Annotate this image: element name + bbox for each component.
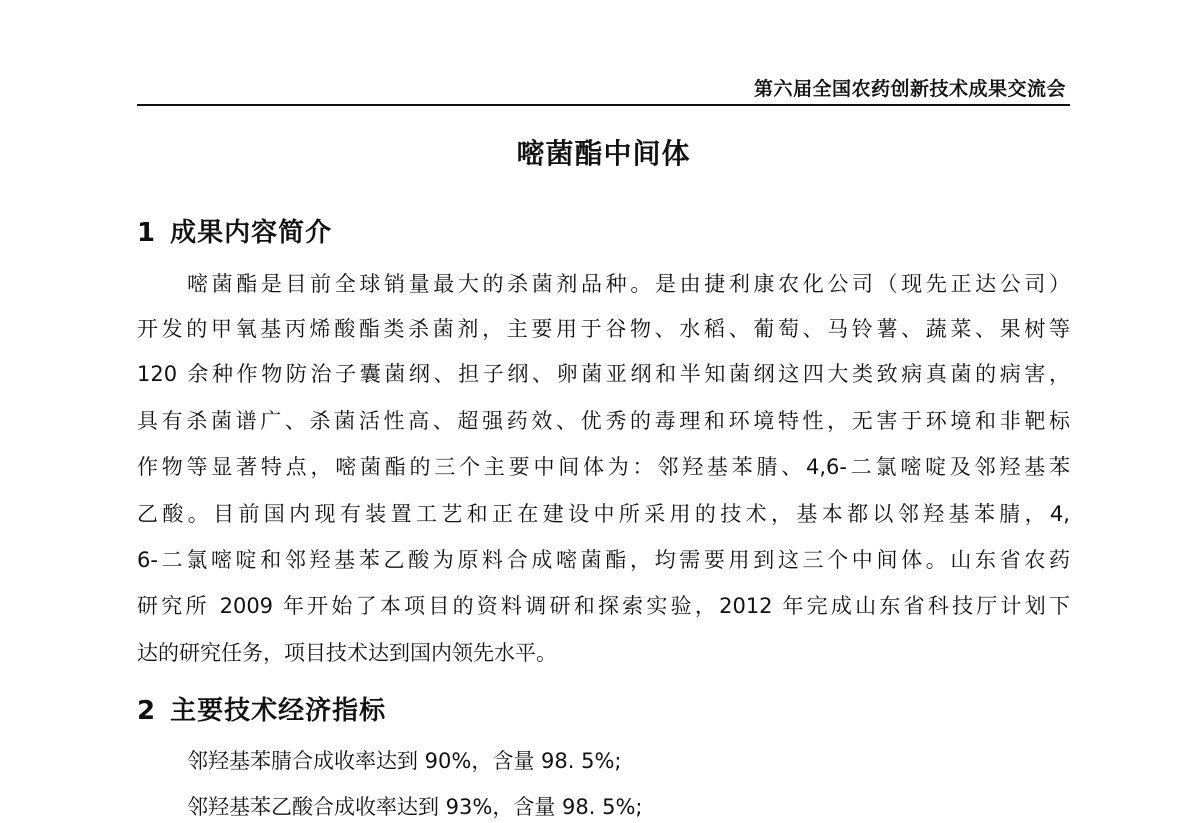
- paragraph-line: 乙酸。目前国内现有装置工艺和正在建设中所采用的技术，基本都以邻羟基苯腈，4,: [137, 502, 1070, 526]
- paragraph-line: 作物等显著特点，嘧菌酯的三个主要中间体为：邻羟基苯腈、4,6-二氯嘧啶及邻羟基苯: [137, 455, 1070, 479]
- paragraph-line: 120 余种作物防治子囊菌纲、担子纲、卵菌亚纲和半知菌纲这四大类致病真菌的病害，: [137, 362, 1070, 386]
- paragraph-line: 研究所 2009 年开始了本项目的资料调研和探索实验，2012 年完成山东省科技厅计划下: [137, 594, 1070, 618]
- indicator-item: 邻羟基苯乙酸合成收率达到 93%，含量 98. 5%;: [187, 795, 643, 819]
- section-number: 2: [137, 696, 157, 726]
- conference-title: 第六届全国农药创新技术成果交流会: [753, 78, 1066, 100]
- section-title: 成果内容简介: [170, 218, 333, 248]
- paragraph-line: 达的研究任务，项目技术达到国内领先水平。: [137, 641, 557, 665]
- paragraph-line: 嘧菌酯是目前全球销量最大的杀菌剂品种。是由捷利康农化公司（现先正达公司）: [187, 272, 1070, 296]
- section-heading-indicators: [137, 690, 386, 727]
- page-header: [137, 72, 1070, 106]
- section-heading-intro: [137, 212, 332, 249]
- indicator-item: 邻羟基苯腈合成收率达到 90%，含量 98. 5%;: [187, 749, 622, 773]
- paragraph-line: 具有杀菌谱广、杀菌活性高、超强药效、优秀的毒理和环境特性，无害于环境和非靶标: [137, 409, 1070, 433]
- paragraph-line: 6-二氯嘧啶和邻羟基苯乙酸为原料合成嘧菌酯，均需要用到这三个中间体。山东省农药: [137, 548, 1070, 572]
- section-title: 主要技术经济指标: [170, 696, 387, 726]
- paragraph-line: 开发的甲氧基丙烯酸酯类杀菌剂，主要用于谷物、水稻、葡萄、马铃薯、蔬菜、果树等: [137, 317, 1070, 341]
- section-number: 1: [137, 218, 157, 248]
- document-title: 嘧菌酯中间体: [516, 137, 691, 170]
